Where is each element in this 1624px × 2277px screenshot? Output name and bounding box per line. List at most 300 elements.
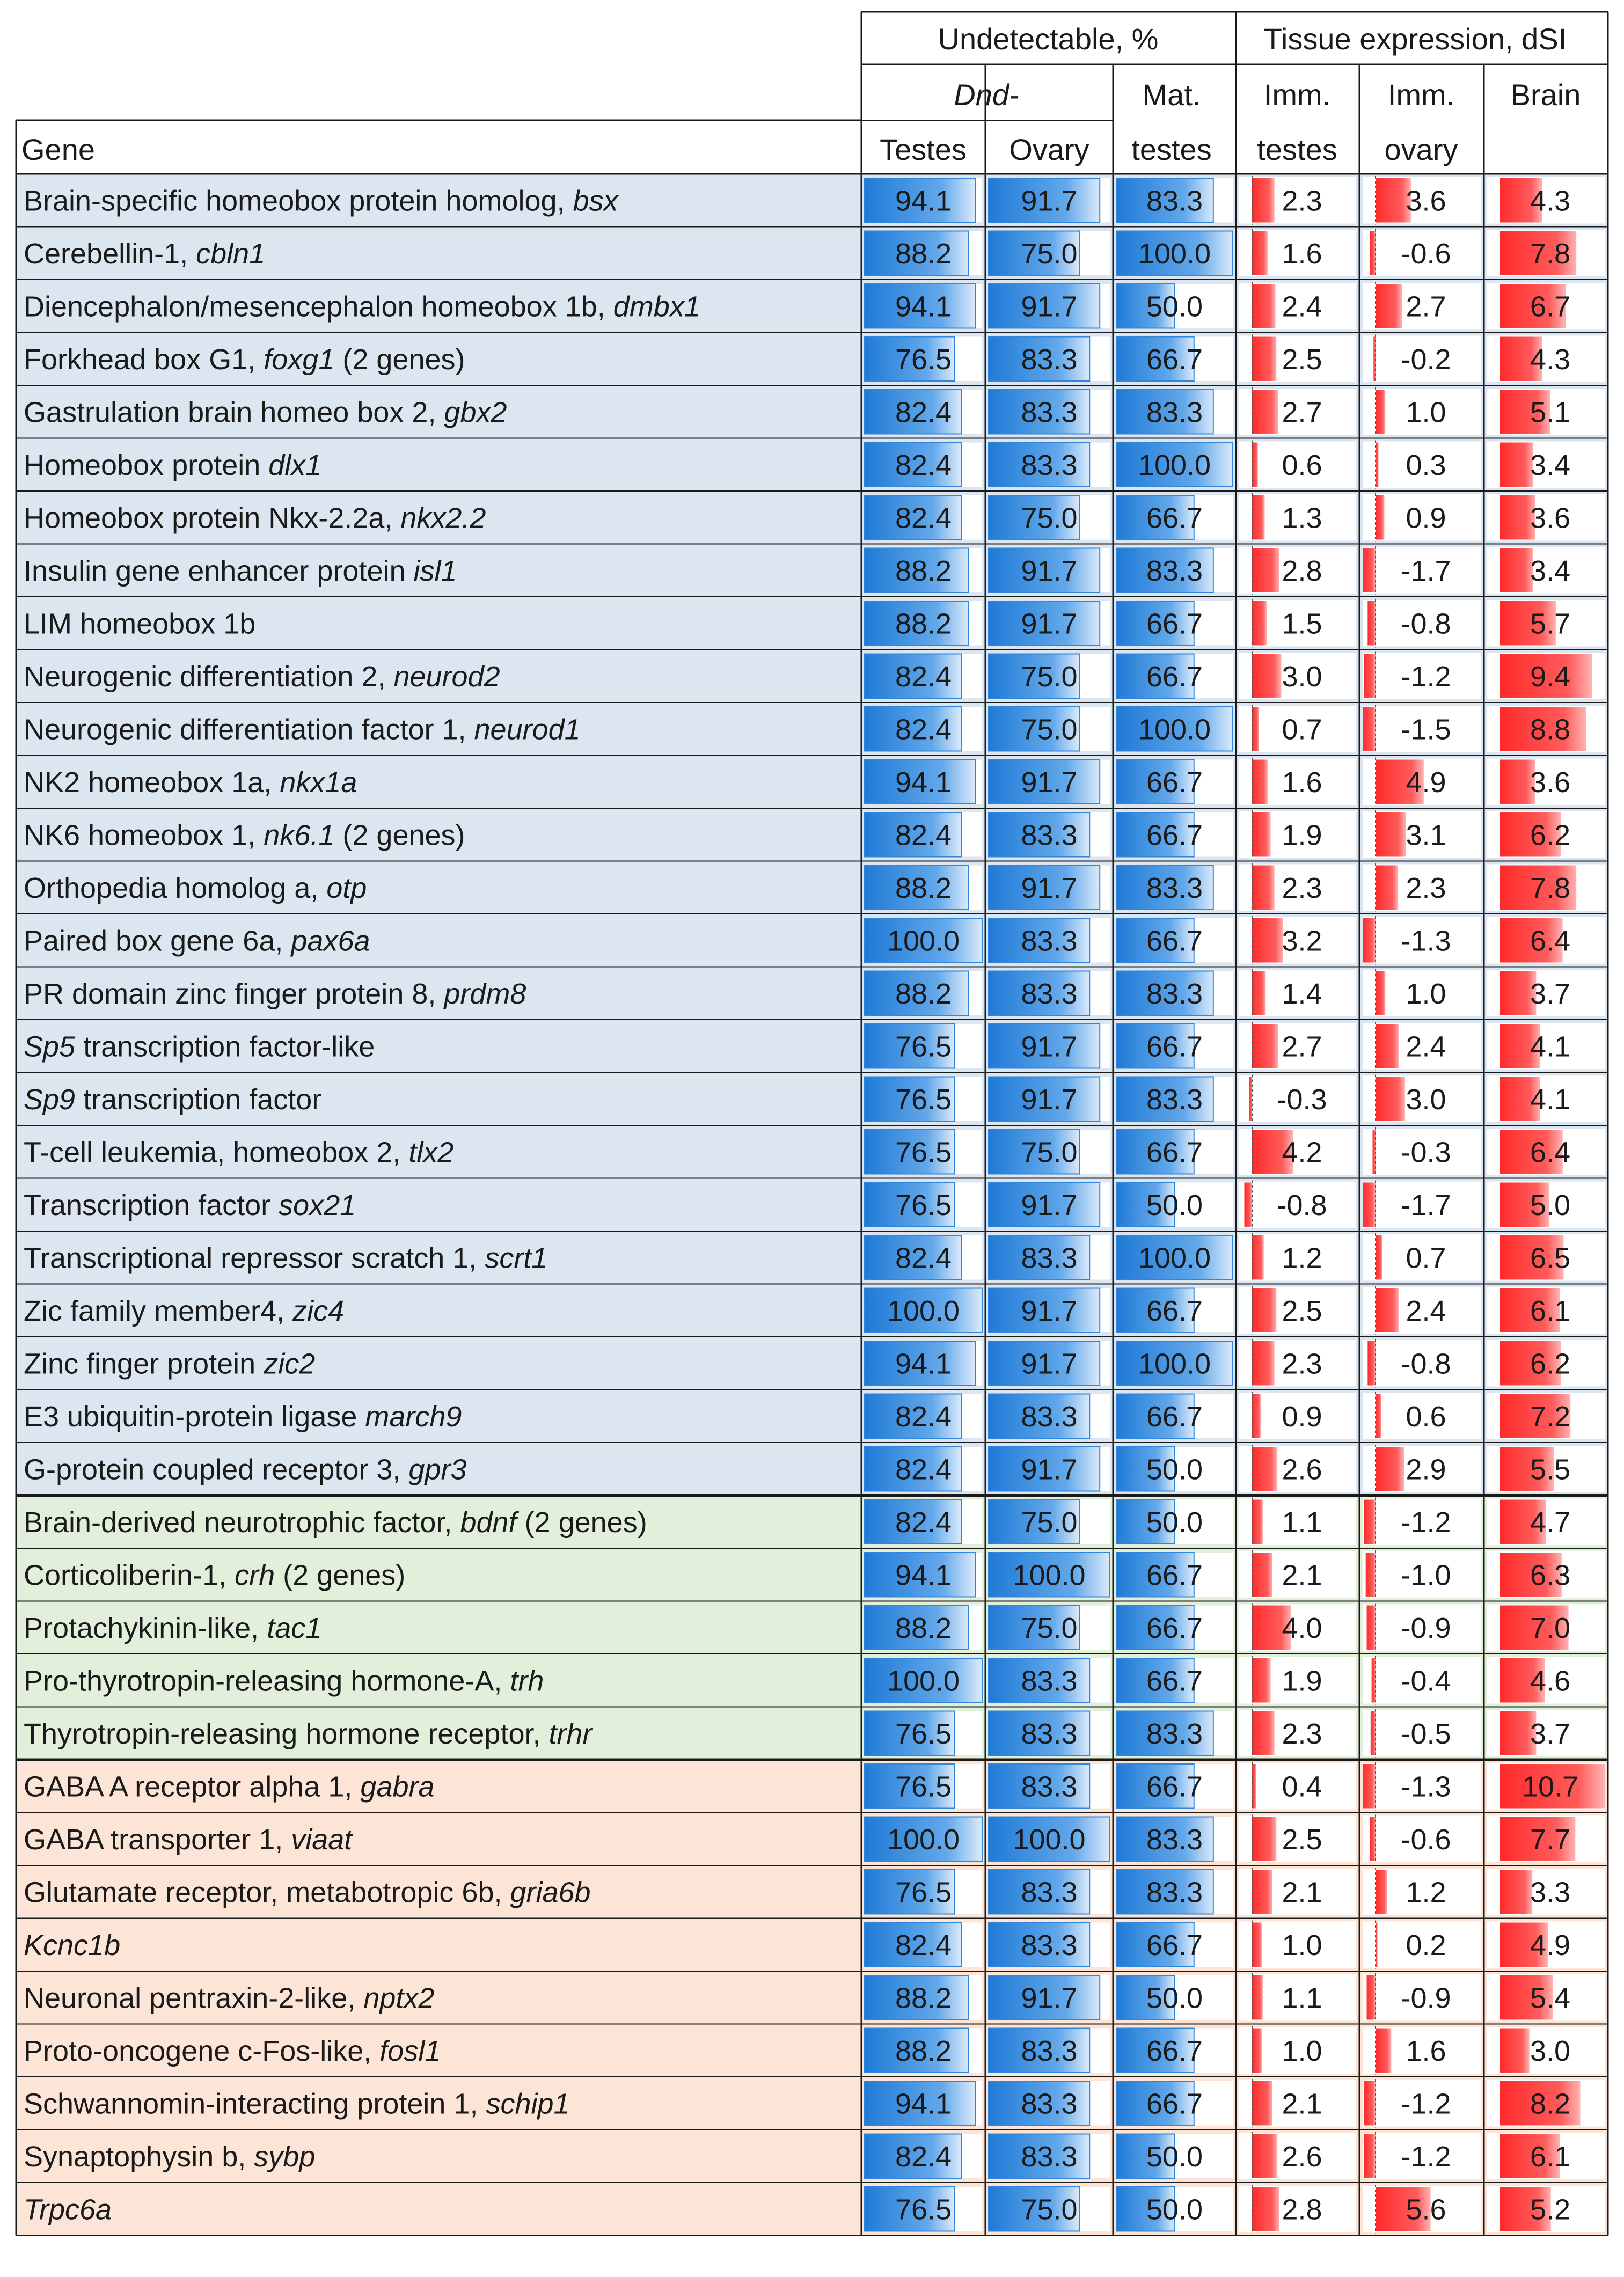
value-mat-testes: 66.7 <box>1146 766 1203 799</box>
value-testes: 88.2 <box>895 554 952 587</box>
gene-name: Transcriptional repressor scratch 1, scrt1 <box>24 1242 548 1275</box>
gene-name: Forkhead box G1, foxg1 (2 genes) <box>24 343 465 376</box>
value-mat-testes: 50.0 <box>1146 1453 1203 1486</box>
value-testes: 82.4 <box>895 1506 952 1539</box>
value-testes: 88.2 <box>895 2034 952 2067</box>
value-brain: 3.6 <box>1530 502 1571 535</box>
header-gene: Gene <box>21 133 95 166</box>
value-testes: 76.5 <box>895 2193 952 2226</box>
gene-name: Trpc6a <box>24 2193 112 2226</box>
value-imm-testes: 1.2 <box>1282 1242 1322 1275</box>
value-mat-testes: 66.7 <box>1146 1294 1203 1327</box>
value-ovary: 83.3 <box>1021 1242 1078 1275</box>
bar-dsi-imm-ovary <box>1367 1975 1376 2020</box>
value-brain: 7.7 <box>1530 1823 1571 1856</box>
value-imm-testes: 1.9 <box>1282 819 1322 852</box>
gene-name: Zinc finger protein zic2 <box>24 1348 316 1380</box>
value-imm-ovary: 2.7 <box>1406 290 1446 323</box>
value-imm-ovary: -1.7 <box>1401 1189 1451 1221</box>
value-mat-testes: 66.7 <box>1146 607 1203 640</box>
value-testes: 94.1 <box>895 1559 952 1592</box>
value-ovary: 83.3 <box>1021 925 1078 957</box>
bar-dsi-imm-testes <box>1252 760 1268 804</box>
value-imm-ovary: 1.0 <box>1406 396 1446 429</box>
value-ovary: 75.0 <box>1021 1136 1078 1169</box>
bar-dsi-imm-ovary <box>1363 1183 1376 1227</box>
header-imm-ovary-1: Imm. <box>1387 78 1455 112</box>
bar-dsi-imm-ovary <box>1364 2081 1376 2126</box>
bar-dsi-imm-testes <box>1252 337 1276 382</box>
bar-dsi-imm-ovary <box>1376 1394 1381 1439</box>
value-brain: 5.5 <box>1530 1453 1571 1486</box>
bar-dsi-imm-ovary <box>1376 495 1384 540</box>
value-brain: 8.8 <box>1530 713 1571 746</box>
bar-dsi-imm-testes <box>1252 1235 1264 1280</box>
bar-dsi-imm-testes <box>1252 1341 1275 1386</box>
bar-dsi-imm-ovary <box>1367 1341 1376 1386</box>
value-ovary: 91.7 <box>1021 766 1078 799</box>
value-imm-ovary: 2.9 <box>1406 1453 1446 1486</box>
value-brain: 8.2 <box>1530 2088 1571 2120</box>
value-brain: 7.2 <box>1530 1400 1571 1433</box>
bar-dsi-imm-ovary <box>1371 1711 1376 1756</box>
value-brain: 4.7 <box>1530 1506 1571 1539</box>
value-mat-testes: 100.0 <box>1138 1242 1211 1275</box>
bar-dsi-brain <box>1500 1870 1532 1914</box>
value-brain: 3.7 <box>1530 977 1571 1010</box>
value-testes: 82.4 <box>895 396 952 429</box>
gene-name: Brain-specific homeobox protein homolog, bsx <box>24 185 618 217</box>
value-testes: 82.4 <box>895 1242 952 1275</box>
value-brain: 6.1 <box>1530 2140 1571 2173</box>
value-brain: 4.9 <box>1530 1929 1571 1961</box>
value-brain: 3.7 <box>1530 1717 1571 1750</box>
value-testes: 76.5 <box>895 1876 952 1909</box>
value-mat-testes: 66.7 <box>1146 502 1203 535</box>
header-undetectable: Undetectable, % <box>938 22 1159 56</box>
bar-dsi-imm-ovary <box>1367 601 1376 646</box>
value-testes: 88.2 <box>895 607 952 640</box>
value-imm-testes: 2.1 <box>1282 1876 1322 1909</box>
value-testes: 76.5 <box>895 343 952 376</box>
gene-name: Gastrulation brain homeo box 2, gbx2 <box>24 396 507 429</box>
value-testes: 100.0 <box>887 925 960 957</box>
value-testes: 94.1 <box>895 2088 952 2120</box>
value-mat-testes: 83.3 <box>1146 554 1203 587</box>
bar-dsi-imm-testes <box>1252 443 1258 487</box>
bar-dsi-imm-ovary <box>1376 2029 1391 2073</box>
value-brain: 10.7 <box>1521 1770 1579 1803</box>
value-imm-testes: -0.8 <box>1277 1189 1327 1221</box>
value-testes: 76.5 <box>895 1083 952 1116</box>
gene-name: Sp5 transcription factor-like <box>24 1030 375 1063</box>
value-testes: 82.4 <box>895 2140 952 2173</box>
bar-dsi-imm-ovary <box>1366 1553 1376 1597</box>
bar-dsi-imm-testes <box>1244 1183 1252 1227</box>
value-ovary: 75.0 <box>1021 1506 1078 1539</box>
gene-name: Brain-derived neurotrophic factor, bdnf (2 genes) <box>24 1506 647 1539</box>
gene-name: Schwannomin-interacting protein 1, schip1 <box>24 2088 570 2120</box>
bar-dsi-imm-testes <box>1252 1817 1276 1862</box>
bar-dsi-imm-testes <box>1252 1711 1275 1756</box>
value-ovary: 83.3 <box>1021 1770 1078 1803</box>
value-brain: 3.3 <box>1530 1876 1571 1909</box>
bar-dsi-imm-ovary <box>1376 1024 1399 1068</box>
value-imm-testes: 1.0 <box>1282 2034 1322 2067</box>
value-imm-ovary: -0.8 <box>1401 607 1451 640</box>
gene-name: NK6 homeobox 1, nk6.1 (2 genes) <box>24 819 465 852</box>
value-imm-testes: 1.1 <box>1282 1982 1322 2015</box>
value-testes: 82.4 <box>895 449 952 481</box>
value-mat-testes: 66.7 <box>1146 660 1203 693</box>
gene-name: Transcription factor sox21 <box>24 1189 356 1221</box>
value-ovary: 83.3 <box>1021 1400 1078 1433</box>
value-testes: 100.0 <box>887 1665 960 1697</box>
gene-name: Glutamate receptor, metabotropic 6b, gria6b <box>24 1876 591 1909</box>
value-imm-ovary: -1.7 <box>1401 554 1451 587</box>
bar-dsi-imm-testes <box>1252 495 1265 540</box>
value-ovary: 75.0 <box>1021 502 1078 535</box>
value-imm-testes: 0.9 <box>1282 1400 1322 1433</box>
bar-dsi-imm-testes <box>1252 2187 1279 2231</box>
value-imm-ovary: -0.6 <box>1401 237 1451 270</box>
value-testes: 76.5 <box>895 1189 952 1221</box>
value-imm-ovary: -0.8 <box>1401 1348 1451 1380</box>
gene-name: LIM homeobox 1b <box>24 607 256 640</box>
value-imm-ovary: -0.4 <box>1401 1665 1451 1697</box>
header-imm-testes-2: testes <box>1257 133 1337 166</box>
value-imm-testes: 2.6 <box>1282 1453 1322 1486</box>
value-brain: 3.4 <box>1530 449 1571 481</box>
value-testes: 100.0 <box>887 1823 960 1856</box>
value-brain: 5.7 <box>1530 607 1571 640</box>
value-imm-ovary: 0.2 <box>1406 1929 1446 1961</box>
gene-name: GABA transporter 1, viaat <box>24 1823 353 1856</box>
value-imm-testes: 2.8 <box>1282 2193 1322 2226</box>
gene-name: Proto-oncogene c-Fos-like, fosl1 <box>24 2034 441 2067</box>
gene-name: Zic family member4, zic4 <box>24 1294 345 1327</box>
bar-dsi-imm-testes <box>1252 1870 1272 1914</box>
bar-dsi-imm-testes <box>1252 1500 1263 1544</box>
value-brain: 3.6 <box>1530 766 1571 799</box>
value-imm-ovary: -1.2 <box>1401 660 1451 693</box>
bar-dsi-imm-testes <box>1252 707 1259 751</box>
value-imm-testes: 3.0 <box>1282 660 1322 693</box>
value-brain: 4.3 <box>1530 185 1571 217</box>
value-imm-ovary: 0.3 <box>1406 449 1446 481</box>
value-imm-testes: 1.6 <box>1282 766 1322 799</box>
value-imm-ovary: -1.2 <box>1401 1506 1451 1539</box>
bar-dsi-imm-ovary <box>1376 1870 1387 1914</box>
gene-name: Protachykinin-like, tac1 <box>24 1612 322 1644</box>
value-imm-ovary: -0.3 <box>1401 1136 1451 1169</box>
value-ovary: 91.7 <box>1021 1348 1078 1380</box>
bar-dsi-imm-testes <box>1252 2029 1262 2073</box>
value-brain: 6.5 <box>1530 1242 1571 1275</box>
value-ovary: 91.7 <box>1021 872 1078 904</box>
gene-name: Diencephalon/mesencephalon homeobox 1b, dmbx1 <box>24 290 700 323</box>
bar-dsi-imm-ovary <box>1363 548 1376 593</box>
value-imm-testes: 1.3 <box>1282 502 1322 535</box>
bar-dsi-imm-ovary <box>1364 654 1376 699</box>
value-mat-testes: 66.7 <box>1146 1770 1203 1803</box>
value-ovary: 91.7 <box>1021 1982 1078 2015</box>
value-imm-testes: 2.5 <box>1282 1823 1322 1856</box>
gene-name: Neurogenic differentiation factor 1, neurod1 <box>24 713 581 746</box>
value-testes: 82.4 <box>895 819 952 852</box>
value-ovary: 91.7 <box>1021 290 1078 323</box>
header-ovary: Ovary <box>1009 133 1089 166</box>
value-testes: 76.5 <box>895 1717 952 1750</box>
value-ovary: 91.7 <box>1021 1030 1078 1063</box>
value-ovary: 91.7 <box>1021 1453 1078 1486</box>
value-brain: 7.8 <box>1530 872 1571 904</box>
value-mat-testes: 83.3 <box>1146 1876 1203 1909</box>
gene-name: PR domain zinc finger protein 8, prdm8 <box>24 977 526 1010</box>
value-mat-testes: 50.0 <box>1146 1982 1203 2015</box>
value-imm-ovary: 1.6 <box>1406 2034 1446 2067</box>
value-ovary: 83.3 <box>1021 1876 1078 1909</box>
value-brain: 5.4 <box>1530 1982 1571 2015</box>
value-brain: 6.7 <box>1530 290 1571 323</box>
bar-dsi-imm-ovary <box>1363 918 1376 963</box>
gene-name: Neuronal pentraxin-2-like, nptx2 <box>24 1982 435 2015</box>
gene-name: Thyrotropin-releasing hormone receptor, trhr <box>24 1717 592 1750</box>
bar-dsi-imm-testes <box>1252 812 1270 857</box>
bar-dsi-imm-testes <box>1252 1288 1276 1333</box>
value-imm-ovary: 0.6 <box>1406 1400 1446 1433</box>
value-brain: 4.1 <box>1530 1083 1571 1116</box>
value-imm-testes: 0.7 <box>1282 713 1322 746</box>
value-mat-testes: 66.7 <box>1146 1400 1203 1433</box>
bar-dsi-imm-ovary <box>1364 2134 1376 2179</box>
bar-dsi-imm-ovary <box>1376 1447 1404 1491</box>
bar-dsi-imm-testes <box>1252 548 1279 593</box>
gene-name: Orthopedia homolog a, otp <box>24 872 367 904</box>
value-ovary: 83.3 <box>1021 343 1078 376</box>
value-ovary: 83.3 <box>1021 2140 1078 2173</box>
bar-dsi-imm-ovary <box>1367 1606 1376 1650</box>
value-imm-ovary: -0.9 <box>1401 1612 1451 1644</box>
bar-dsi-imm-testes <box>1252 1923 1262 1967</box>
value-ovary: 91.7 <box>1021 607 1078 640</box>
bar-dsi-imm-ovary <box>1376 812 1406 857</box>
value-brain: 7.0 <box>1530 1612 1571 1644</box>
value-imm-testes: 2.7 <box>1282 396 1322 429</box>
value-mat-testes: 66.7 <box>1146 2034 1203 2067</box>
value-imm-ovary: -0.2 <box>1401 343 1451 376</box>
value-mat-testes: 83.3 <box>1146 396 1203 429</box>
gene-name: Paired box gene 6a, pax6a <box>24 925 370 957</box>
value-brain: 6.4 <box>1530 1136 1571 1169</box>
value-mat-testes: 83.3 <box>1146 1717 1203 1750</box>
value-imm-ovary: -0.6 <box>1401 1823 1451 1856</box>
table-body <box>16 174 1608 2236</box>
value-mat-testes: 83.3 <box>1146 977 1203 1010</box>
bar-dsi-imm-testes <box>1252 1447 1277 1491</box>
value-testes: 76.5 <box>895 1770 952 1803</box>
header-dnd: Dnd- <box>954 78 1019 112</box>
bar-dsi-imm-testes <box>1252 601 1267 646</box>
value-ovary: 75.0 <box>1021 1612 1078 1644</box>
value-ovary: 100.0 <box>1013 1559 1086 1592</box>
value-imm-testes: 2.8 <box>1282 554 1322 587</box>
value-ovary: 83.3 <box>1021 1717 1078 1750</box>
value-brain: 5.1 <box>1530 396 1571 429</box>
value-imm-testes: 1.9 <box>1282 1665 1322 1697</box>
value-imm-testes: 4.0 <box>1282 1612 1322 1644</box>
bar-dsi-imm-ovary <box>1376 866 1398 910</box>
value-imm-testes: 2.3 <box>1282 185 1322 217</box>
value-imm-testes: 1.4 <box>1282 977 1322 1010</box>
value-imm-testes: -0.3 <box>1277 1083 1327 1116</box>
bar-dsi-imm-testes <box>1252 178 1275 223</box>
header-imm-testes-1: Imm. <box>1263 78 1331 112</box>
value-mat-testes: 66.7 <box>1146 2088 1203 2120</box>
value-mat-testes: 66.7 <box>1146 343 1203 376</box>
value-brain: 4.6 <box>1530 1665 1571 1697</box>
value-brain: 5.0 <box>1530 1189 1571 1221</box>
bar-dsi-imm-ovary <box>1376 1077 1405 1122</box>
value-testes: 94.1 <box>895 185 952 217</box>
value-imm-ovary: 2.4 <box>1406 1294 1446 1327</box>
value-testes: 88.2 <box>895 1982 952 2015</box>
value-imm-ovary: 4.9 <box>1406 766 1446 799</box>
value-testes: 88.2 <box>895 977 952 1010</box>
value-brain: 6.1 <box>1530 1294 1571 1327</box>
value-imm-testes: 2.6 <box>1282 2140 1322 2173</box>
value-imm-testes: 2.3 <box>1282 1348 1322 1380</box>
value-imm-ovary: 0.9 <box>1406 502 1446 535</box>
value-imm-testes: 3.2 <box>1282 925 1322 957</box>
value-testes: 88.2 <box>895 1612 952 1644</box>
value-testes: 82.4 <box>895 1929 952 1961</box>
value-mat-testes: 50.0 <box>1146 2193 1203 2226</box>
bar-dsi-imm-testes <box>1252 971 1265 1016</box>
gene-name: Sp9 transcription factor <box>24 1083 322 1116</box>
value-testes: 94.1 <box>895 1348 952 1380</box>
value-testes: 88.2 <box>895 237 952 270</box>
value-imm-testes: 2.5 <box>1282 343 1322 376</box>
value-imm-testes: 1.5 <box>1282 607 1322 640</box>
value-brain: 3.0 <box>1530 2034 1571 2067</box>
value-mat-testes: 50.0 <box>1146 290 1203 323</box>
value-mat-testes: 66.7 <box>1146 1929 1203 1961</box>
value-testes: 82.4 <box>895 502 952 535</box>
value-imm-testes: 1.0 <box>1282 1929 1322 1961</box>
value-imm-testes: 1.1 <box>1282 1506 1322 1539</box>
gene-name: Kcnc1b <box>24 1929 121 1961</box>
value-ovary: 75.0 <box>1021 660 1078 693</box>
header-mat-2: testes <box>1131 133 1212 166</box>
value-imm-ovary: -0.5 <box>1401 1717 1451 1750</box>
value-mat-testes: 83.3 <box>1146 1083 1203 1116</box>
gene-name: T-cell leukemia, homeobox 2, tlx2 <box>24 1136 454 1169</box>
value-imm-testes: 0.6 <box>1282 449 1322 481</box>
value-mat-testes: 66.7 <box>1146 1030 1203 1063</box>
value-mat-testes: 50.0 <box>1146 1189 1203 1221</box>
bar-dsi-imm-testes <box>1252 390 1278 434</box>
value-imm-ovary: 3.0 <box>1406 1083 1446 1116</box>
value-imm-testes: 2.3 <box>1282 1717 1322 1750</box>
gene-name: Homeobox protein Nkx-2.2a, nkx2.2 <box>24 502 486 535</box>
value-mat-testes: 66.7 <box>1146 1665 1203 1697</box>
value-mat-testes: 50.0 <box>1146 1506 1203 1539</box>
value-testes: 82.4 <box>895 660 952 693</box>
value-brain: 5.2 <box>1530 2193 1571 2226</box>
value-brain: 6.2 <box>1530 1348 1571 1380</box>
value-ovary: 75.0 <box>1021 713 1078 746</box>
value-brain: 6.4 <box>1530 925 1571 957</box>
header-testes: Testes <box>880 133 967 166</box>
value-brain: 3.4 <box>1530 554 1571 587</box>
value-ovary: 83.3 <box>1021 1665 1078 1697</box>
value-imm-ovary: 5.6 <box>1406 2193 1446 2226</box>
value-imm-testes: 2.1 <box>1282 1559 1322 1592</box>
value-imm-ovary: 2.3 <box>1406 872 1446 904</box>
bar-dsi-brain <box>1500 548 1533 593</box>
value-imm-ovary: 0.7 <box>1406 1242 1446 1275</box>
bar-dsi-imm-testes <box>1252 1394 1261 1439</box>
bar-dsi-imm-testes <box>1252 918 1283 963</box>
bar-dsi-imm-testes <box>1252 1553 1272 1597</box>
value-imm-testes: 2.4 <box>1282 290 1322 323</box>
bar-dsi-imm-ovary <box>1376 1288 1399 1333</box>
value-brain: 4.1 <box>1530 1030 1571 1063</box>
value-mat-testes: 83.3 <box>1146 1823 1203 1856</box>
value-imm-ovary: -1.3 <box>1401 1770 1451 1803</box>
value-ovary: 83.3 <box>1021 977 1078 1010</box>
bar-dsi-imm-ovary <box>1363 1764 1376 1809</box>
value-testes: 76.5 <box>895 1136 952 1169</box>
bar-dsi-imm-ovary <box>1370 1817 1376 1862</box>
value-imm-testes: 1.6 <box>1282 237 1322 270</box>
value-ovary: 91.7 <box>1021 1294 1078 1327</box>
value-testes: 76.5 <box>895 1030 952 1063</box>
value-ovary: 83.3 <box>1021 449 1078 481</box>
value-imm-ovary: -1.0 <box>1401 1559 1451 1592</box>
value-imm-testes: 4.2 <box>1282 1136 1322 1169</box>
value-testes: 94.1 <box>895 766 952 799</box>
value-mat-testes: 66.7 <box>1146 1136 1203 1169</box>
value-mat-testes: 83.3 <box>1146 872 1203 904</box>
value-imm-testes: 0.4 <box>1282 1770 1322 1803</box>
value-mat-testes: 100.0 <box>1138 449 1211 481</box>
gene-name: E3 ubiquitin-protein ligase march9 <box>24 1400 462 1433</box>
value-imm-testes: 2.3 <box>1282 872 1322 904</box>
value-mat-testes: 66.7 <box>1146 1612 1203 1644</box>
value-imm-testes: 2.5 <box>1282 1294 1322 1327</box>
value-imm-ovary: -1.2 <box>1401 2140 1451 2173</box>
gene-name: Corticoliberin-1, crh (2 genes) <box>24 1559 406 1592</box>
gene-name: Insulin gene enhancer protein isl1 <box>24 554 457 587</box>
value-ovary: 91.7 <box>1021 1189 1078 1221</box>
gene-name: Pro-thyrotropin-releasing hormone-A, trh <box>24 1665 544 1697</box>
bar-dsi-imm-testes <box>1252 2134 1277 2179</box>
value-testes: 82.4 <box>895 1453 952 1486</box>
gene-name: GABA A receptor alpha 1, gabra <box>24 1770 435 1803</box>
bar-dsi-brain <box>1500 2029 1530 2073</box>
value-ovary: 75.0 <box>1021 2193 1078 2226</box>
header-mat: Mat. <box>1142 78 1201 112</box>
bar-dsi-imm-testes <box>1252 1658 1270 1703</box>
bar-dsi-imm-testes <box>1252 2081 1272 2126</box>
bar-dsi-imm-testes <box>1252 1764 1256 1809</box>
bar-dsi-brain <box>1500 443 1533 487</box>
value-brain: 9.4 <box>1530 660 1571 693</box>
gene-name: Synaptophysin b, sybp <box>24 2140 316 2173</box>
value-imm-testes: 2.1 <box>1282 2088 1322 2120</box>
